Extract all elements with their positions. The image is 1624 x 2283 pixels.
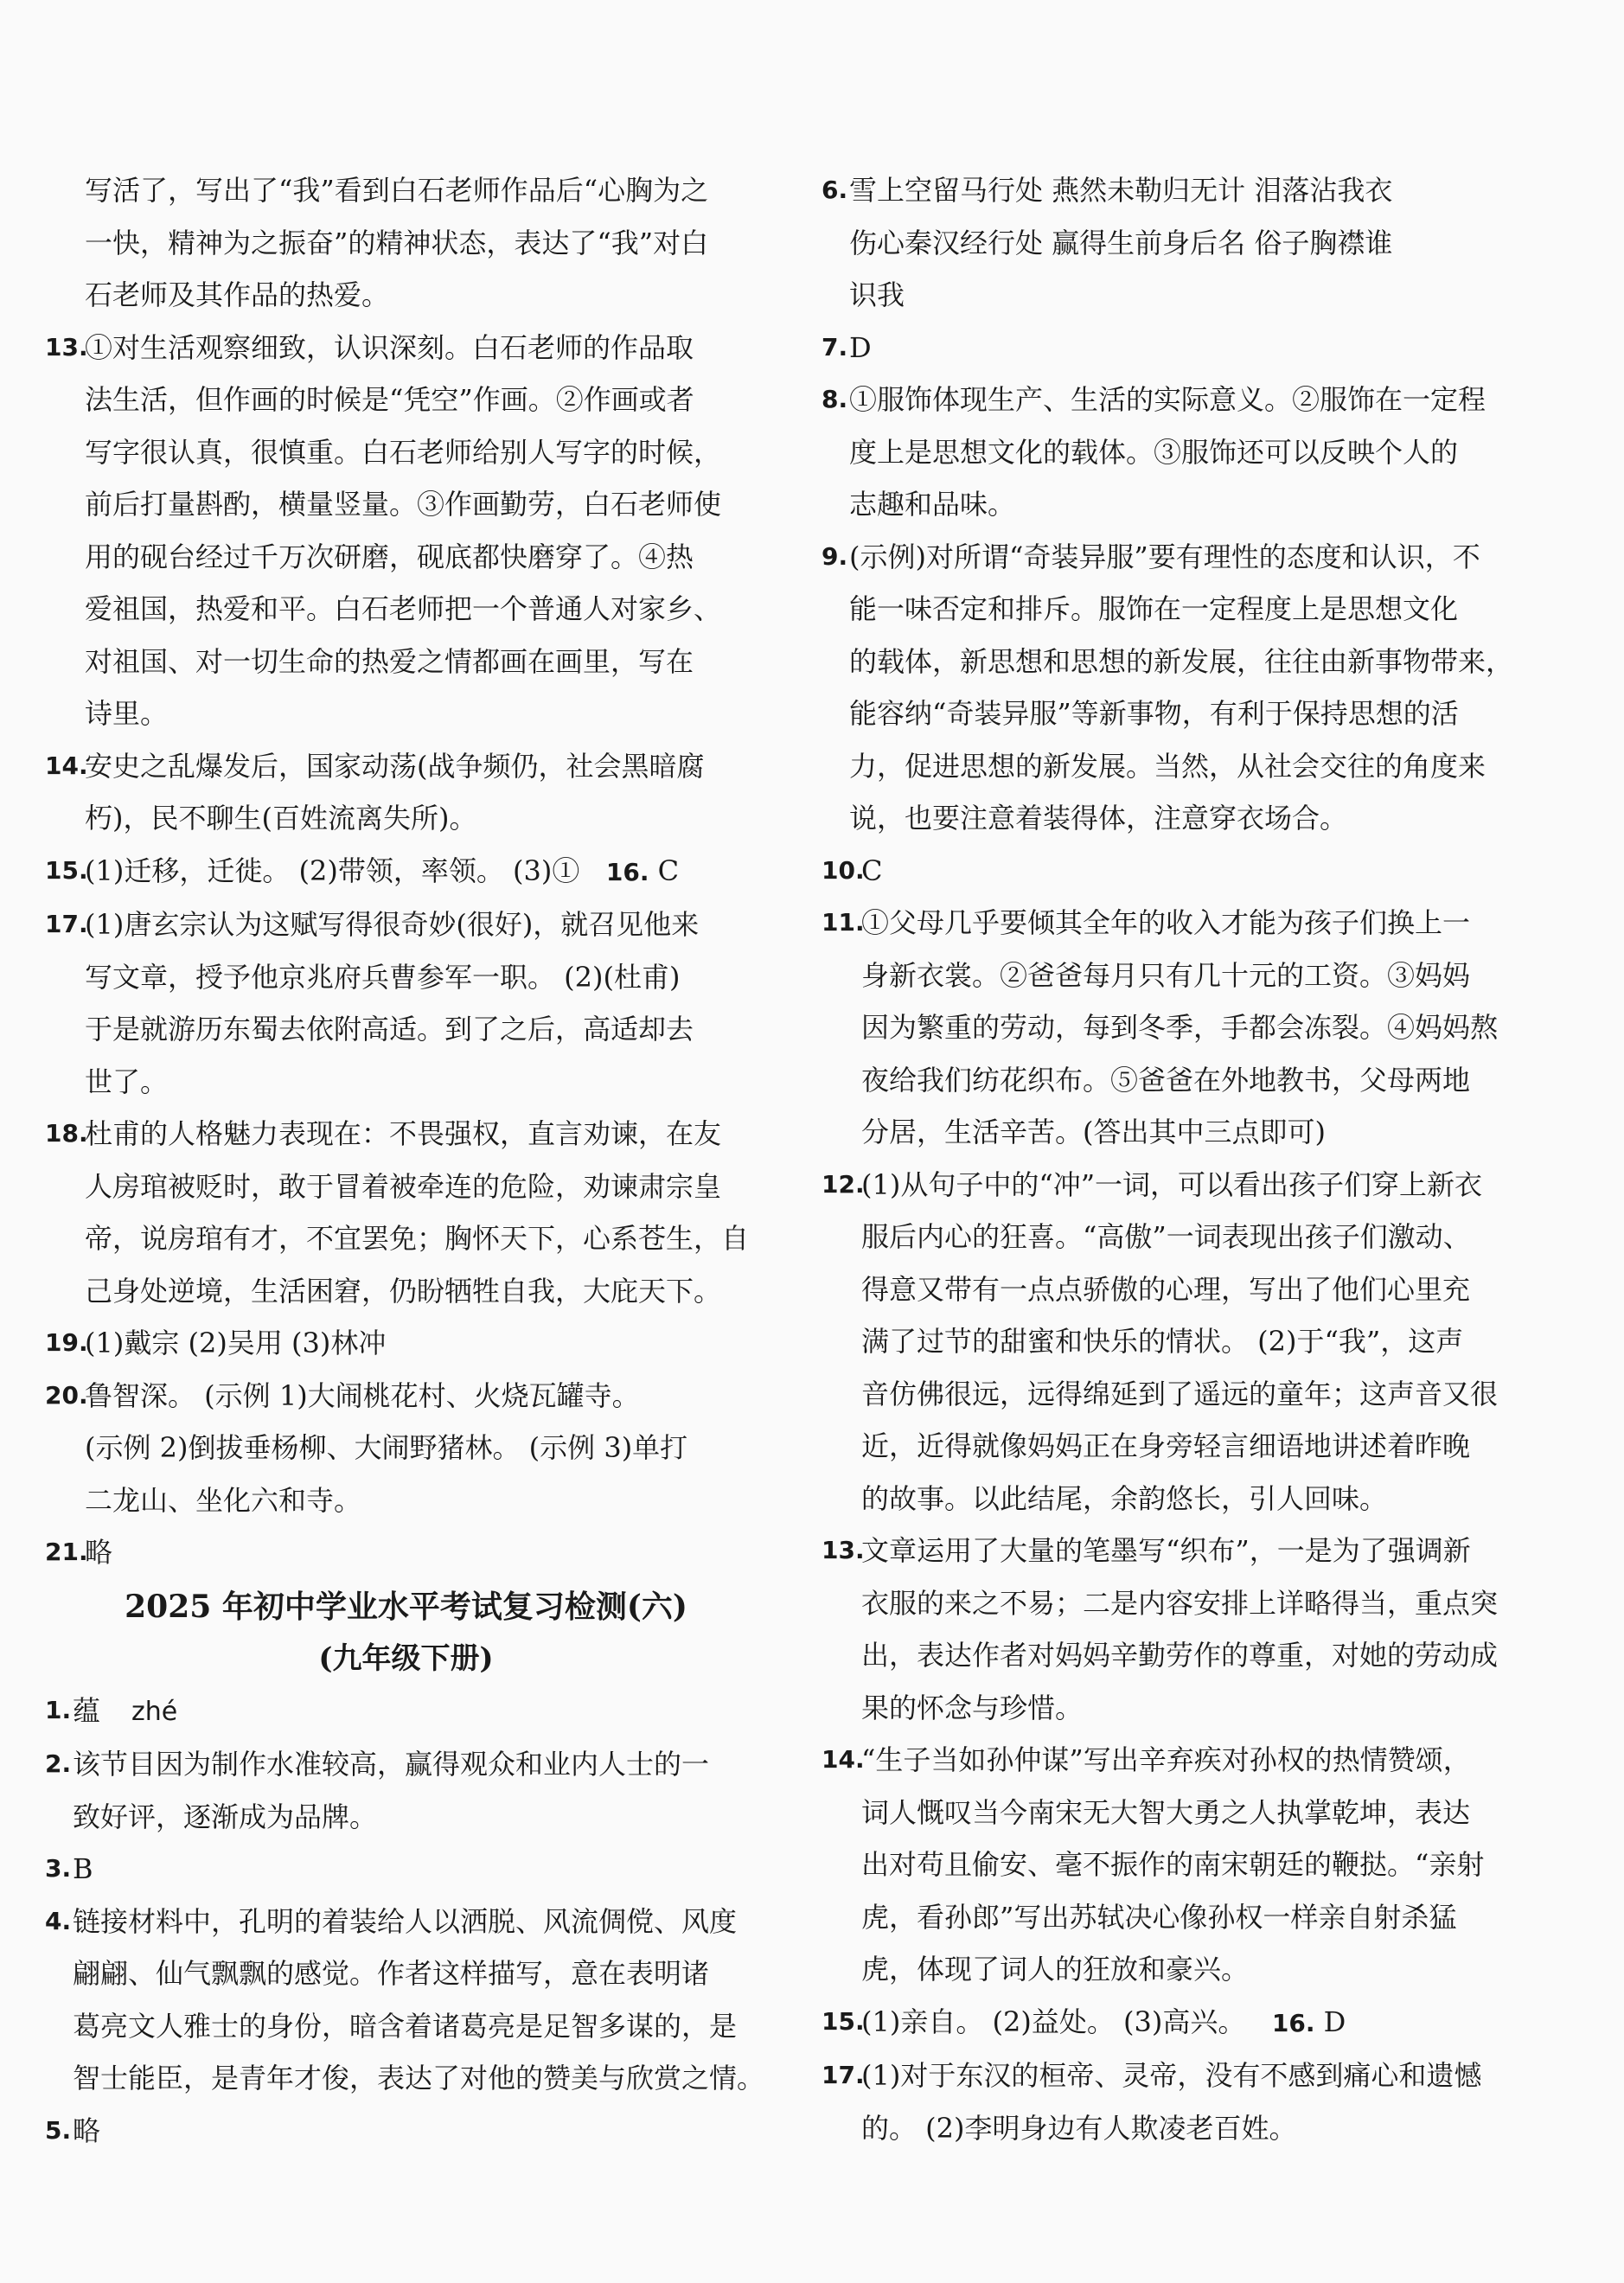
- question-number: 21.: [45, 1538, 88, 1566]
- answer-line: 一快，精神为之振奋”的精神状态，表达了“我”对白: [85, 226, 709, 259]
- answer-line: (示例)对所谓“奇装异服”要有理性的态度和认识，不: [849, 540, 1480, 573]
- answer-line: 葛亮文人雅士的身份，暗含着诸葛亮是足智多谋的，是: [73, 2009, 738, 2043]
- question-number: 18.: [45, 1119, 88, 1148]
- answer-line: 前后打量斟酌，横量竖量。③作画勤劳，白石老师使: [85, 488, 722, 521]
- answer-line: 朽)，民不聊生(百姓流离失所)。: [85, 802, 477, 835]
- answer-line: 伤心秦汉经行处 赢得生前身后名 俗子胸襟谁: [849, 226, 1393, 259]
- question-number: 1.: [45, 1695, 72, 1724]
- answer-10: [822, 845, 1544, 898]
- answer-1-pinyin: zhé: [131, 1696, 178, 1727]
- answer-14: [45, 740, 767, 845]
- answer-line: 杜甫的人格魅力表现在：不畏强权，直言劝谏，在友: [85, 1117, 722, 1150]
- answer-line: 的故事。以此结尾，余韵悠长，引人回味。: [861, 1481, 1388, 1515]
- answer-line: (1)对于东汉的桓帝、灵帝，没有不感到痛心和遗憾: [861, 2059, 1482, 2092]
- question-number: 16.: [605, 857, 649, 886]
- question-number: 4.: [45, 1906, 72, 1935]
- answer-20: [45, 1370, 767, 1527]
- answer-line: 能一味否定和排斥。服饰在一定程度上是思想文化: [849, 592, 1459, 625]
- answer-16-text: D: [1323, 2005, 1346, 2038]
- answer-15-16: [45, 845, 767, 899]
- answer-line: 链接材料中，孔明的着装给人以洒脱、风流倜傥、风度: [73, 1904, 738, 1938]
- answer-line: ①对生活观察细致，认识深刻。白石老师的作品取: [85, 330, 694, 364]
- answer-7: [822, 322, 1544, 374]
- answer-line: 词人慨叹当今南宋无大智大勇之人执掌乾坤，表达: [861, 1795, 1471, 1829]
- question-number: 2.: [45, 1749, 72, 1778]
- answer-line: 用的砚台经过千万次研磨，砚底都快磨穿了。④热: [85, 540, 694, 573]
- answer-15-text: (1)亲自。 (2)益处。 (3)高兴。: [861, 2005, 1246, 2038]
- answer-line: ①父母几乎要倾其全年的收入才能为孩子们换上一: [861, 906, 1471, 939]
- answer-line: 的载体，新思想和思想的新发展，往往由新事物带来，: [849, 644, 1514, 678]
- question-number: 9.: [822, 541, 848, 571]
- question-number: 12.: [822, 1169, 865, 1199]
- answer-3: [45, 1843, 767, 1896]
- answer-14: [822, 1734, 1544, 1996]
- answer-line: 对祖国、对一切生命的热爱之情都画在画里，写在: [85, 644, 694, 678]
- answer-17: [822, 2050, 1544, 2154]
- answer-line: 识我: [849, 278, 905, 311]
- answer-line: (1)戴宗 (2)吴用 (3)林冲: [85, 1327, 387, 1359]
- answer-line: 安史之乱爆发后，国家动荡(战争频仍，社会黑暗腐: [85, 749, 705, 783]
- answer-line: 近，近得就像妈妈正在身旁轻言细语地讲述着昨晚: [861, 1429, 1471, 1462]
- question-number: 17.: [45, 910, 88, 938]
- answer-line: [85, 845, 767, 899]
- answer-line: 因为繁重的劳动，每到冬季，手都会冻裂。④妈妈熬: [861, 1011, 1499, 1044]
- answer-line: 的。 (2)李明身边有人欺凌老百姓。: [861, 2111, 1297, 2145]
- answer-line: 音仿佛很远，远得绵延到了遥远的童年；这声音又很: [861, 1377, 1499, 1410]
- section-subtitle: (九年级下册): [318, 1640, 494, 1676]
- question-number: 15.: [45, 855, 88, 885]
- question-number: 13.: [45, 332, 88, 361]
- answer-line: 于是就游历东蜀去依附高适。到了之后，高适却去: [85, 1013, 694, 1046]
- answer-line: “生子当如孙仲谋”写出辛弃疾对孙权的热情赞颂，: [861, 1743, 1471, 1776]
- answer-line: 写活了，写出了“我”看到白石老师作品后“心胸为之: [85, 174, 709, 207]
- answer-5: [45, 2105, 767, 2158]
- answer-12: [822, 1159, 1544, 1525]
- answer-line: 力，促进思想的新发展。当然，从社会交往的角度来: [849, 749, 1487, 783]
- answer-line: 人房琯被贬时，敢于冒着被牵连的危险，劝谏肃宗皇: [85, 1169, 722, 1203]
- answer-line: 鲁智深。 (示例 1)大闹桃花村、火烧瓦罐寺。: [85, 1378, 640, 1412]
- answer-15-text: (1)迁移，迁徙。 (2)带领，率领。 (3)①: [85, 854, 580, 887]
- answer-line: 虎，体现了词人的狂放和豪兴。: [861, 1953, 1250, 1986]
- answer-line: 得意又带有一点点骄傲的心理，写出了他们心里充: [861, 1272, 1471, 1306]
- answer-15-16: [822, 1996, 1544, 2050]
- question-number: 8.: [822, 385, 848, 413]
- question-number: 15.: [822, 2006, 865, 2036]
- answer-line: 果的怀念与珍惜。: [861, 1691, 1084, 1724]
- answer-line: B: [73, 1852, 93, 1885]
- question-number: 5.: [45, 2115, 72, 2145]
- answer-line: 说，也要注意着装得体，注意穿衣场合。: [849, 802, 1348, 835]
- answer-line: C: [861, 854, 883, 887]
- question-number: 7.: [822, 332, 848, 361]
- question-number: 16.: [1271, 2008, 1315, 2037]
- answer-line: D: [849, 330, 872, 364]
- question-number: 19.: [45, 1328, 88, 1357]
- answer-13: [822, 1525, 1544, 1734]
- question-number: 13.: [822, 1536, 865, 1564]
- answer-line: 致好评，逐渐成为品牌。: [73, 1800, 378, 1833]
- answer-18: [45, 1108, 767, 1317]
- answer-8: [822, 374, 1544, 531]
- answer-line: 度上是思想文化的载体。③服饰还可以反映个人的: [849, 435, 1459, 469]
- answer-19: [45, 1317, 767, 1370]
- question-number: 11.: [822, 908, 865, 937]
- answer-line: 衣服的来之不易；二是内容安排上详略得当，重点突: [861, 1586, 1499, 1620]
- answer-line: 该节目因为制作水准较高，赢得观众和业内人士的一: [73, 1748, 710, 1781]
- answer-line: 帝，说房琯有才，不宜罢免；胸怀天下，心系苍生，自: [85, 1222, 750, 1255]
- answer-1: [45, 1685, 767, 1739]
- answer-line: 爱祖国，热爱和平。白石老师把一个普通人对家乡、: [85, 592, 722, 625]
- question-number: 17.: [822, 2061, 865, 2089]
- answer-line: 文章运用了大量的笔墨写“织布”，一是为了强调新: [861, 1534, 1471, 1567]
- answer-line: 诗里。: [85, 697, 169, 730]
- answer-11: [822, 897, 1544, 1159]
- answer-line: 写字很认真，很慎重。白石老师给别人写字的时候，: [85, 435, 722, 469]
- right-column: [822, 164, 1544, 2154]
- question-number: 10.: [822, 855, 865, 885]
- answer-line: 雪上空留马行处 燕然未勒归无计 泪落沾我衣: [849, 174, 1393, 207]
- answer-13: [45, 322, 767, 740]
- answer-17: [45, 898, 767, 1108]
- section-title: 2025 年初中学业水平考试复习检测(六): [125, 1588, 687, 1625]
- answer-line: 二龙山、坐化六和寺。: [85, 1483, 362, 1517]
- answer-16-text: C: [657, 854, 680, 887]
- question-number: 20.: [45, 1380, 88, 1410]
- answer-line: ①服饰体现生产、生活的实际意义。②服饰在一定程: [849, 383, 1487, 416]
- answer-line: 满了过节的甜蜜和快乐的情状。 (2)于“我”，这声: [861, 1325, 1464, 1358]
- answer-line: (示例 2)倒拔垂杨柳、大闹野猪林。 (示例 3)单打: [85, 1431, 688, 1464]
- answer-line: 志趣和品味。: [849, 488, 1016, 521]
- answer-line: 出对苟且偷安、毫不振作的南宋朝廷的鞭挞。“亲射: [861, 1848, 1485, 1881]
- answer-12-continued: [45, 164, 767, 322]
- answer-line: 略: [73, 2114, 101, 2147]
- answer-line: 分居，生活辛苦。(答出其中三点即可): [861, 1116, 1326, 1148]
- answer-line: (1)从句子中的“冲”一词，可以看出孩子们穿上新衣: [861, 1167, 1483, 1201]
- answer-line: 出，表达作者对妈妈辛勤劳作的尊重，对她的劳动成: [861, 1639, 1499, 1672]
- answer-6: [822, 164, 1544, 322]
- answer-line: 夜给我们纺花织布。⑤爸爸在外地教书，父母两地: [861, 1063, 1471, 1097]
- answer-line: 石老师及其作品的热爱。: [85, 278, 390, 311]
- answer-line: (1)唐玄宗认为这赋写得很奇妙(很好)，就召见他来: [85, 908, 700, 941]
- left-column: [45, 164, 767, 2157]
- answer-4: [45, 1896, 767, 2105]
- answer-21: [45, 1526, 767, 1579]
- question-number: 14.: [45, 751, 88, 780]
- answer-line: 虎，看孙郎”写出苏轼决心像孙权一样亲自射杀猛: [861, 1900, 1457, 1934]
- answer-line: 能容纳“奇装异服”等新事物，有利于保持思想的活: [849, 697, 1459, 730]
- answer-1-char: 蕴: [73, 1693, 101, 1727]
- answer-line: 写文章，授予他京兆府兵曹参军一职。 (2)(杜甫): [85, 960, 681, 994]
- answer-line: [73, 1685, 767, 1739]
- question-number: 3.: [45, 1854, 72, 1883]
- question-number: 6.: [822, 176, 848, 204]
- question-number: 14.: [822, 1745, 865, 1774]
- answer-line: 服后内心的狂喜。“高傲”一词表现出孩子们激动、: [861, 1220, 1471, 1253]
- answer-2: [45, 1738, 767, 1843]
- answer-line: 翩翩、仙气飘飘的感觉。作者这样描写，意在表明诸: [73, 1957, 710, 1990]
- answer-line: [861, 1996, 1544, 2050]
- answer-line: 法生活，但作画的时候是“凭空”作画。②作画或者: [85, 383, 694, 416]
- answer-9: [822, 531, 1544, 845]
- answer-line: 身新衣裳。②爸爸每月只有几十元的工资。③妈妈: [861, 958, 1471, 992]
- answer-line: 略: [85, 1536, 113, 1569]
- answer-line: 世了。: [85, 1065, 169, 1098]
- answer-line: 智士能臣，是青年才俊，表达了对他的赞美与欣赏之情。: [73, 2062, 765, 2094]
- answer-line: 己身处逆境，生活困窘，仍盼牺牲自我，大庇天下。: [85, 1274, 722, 1308]
